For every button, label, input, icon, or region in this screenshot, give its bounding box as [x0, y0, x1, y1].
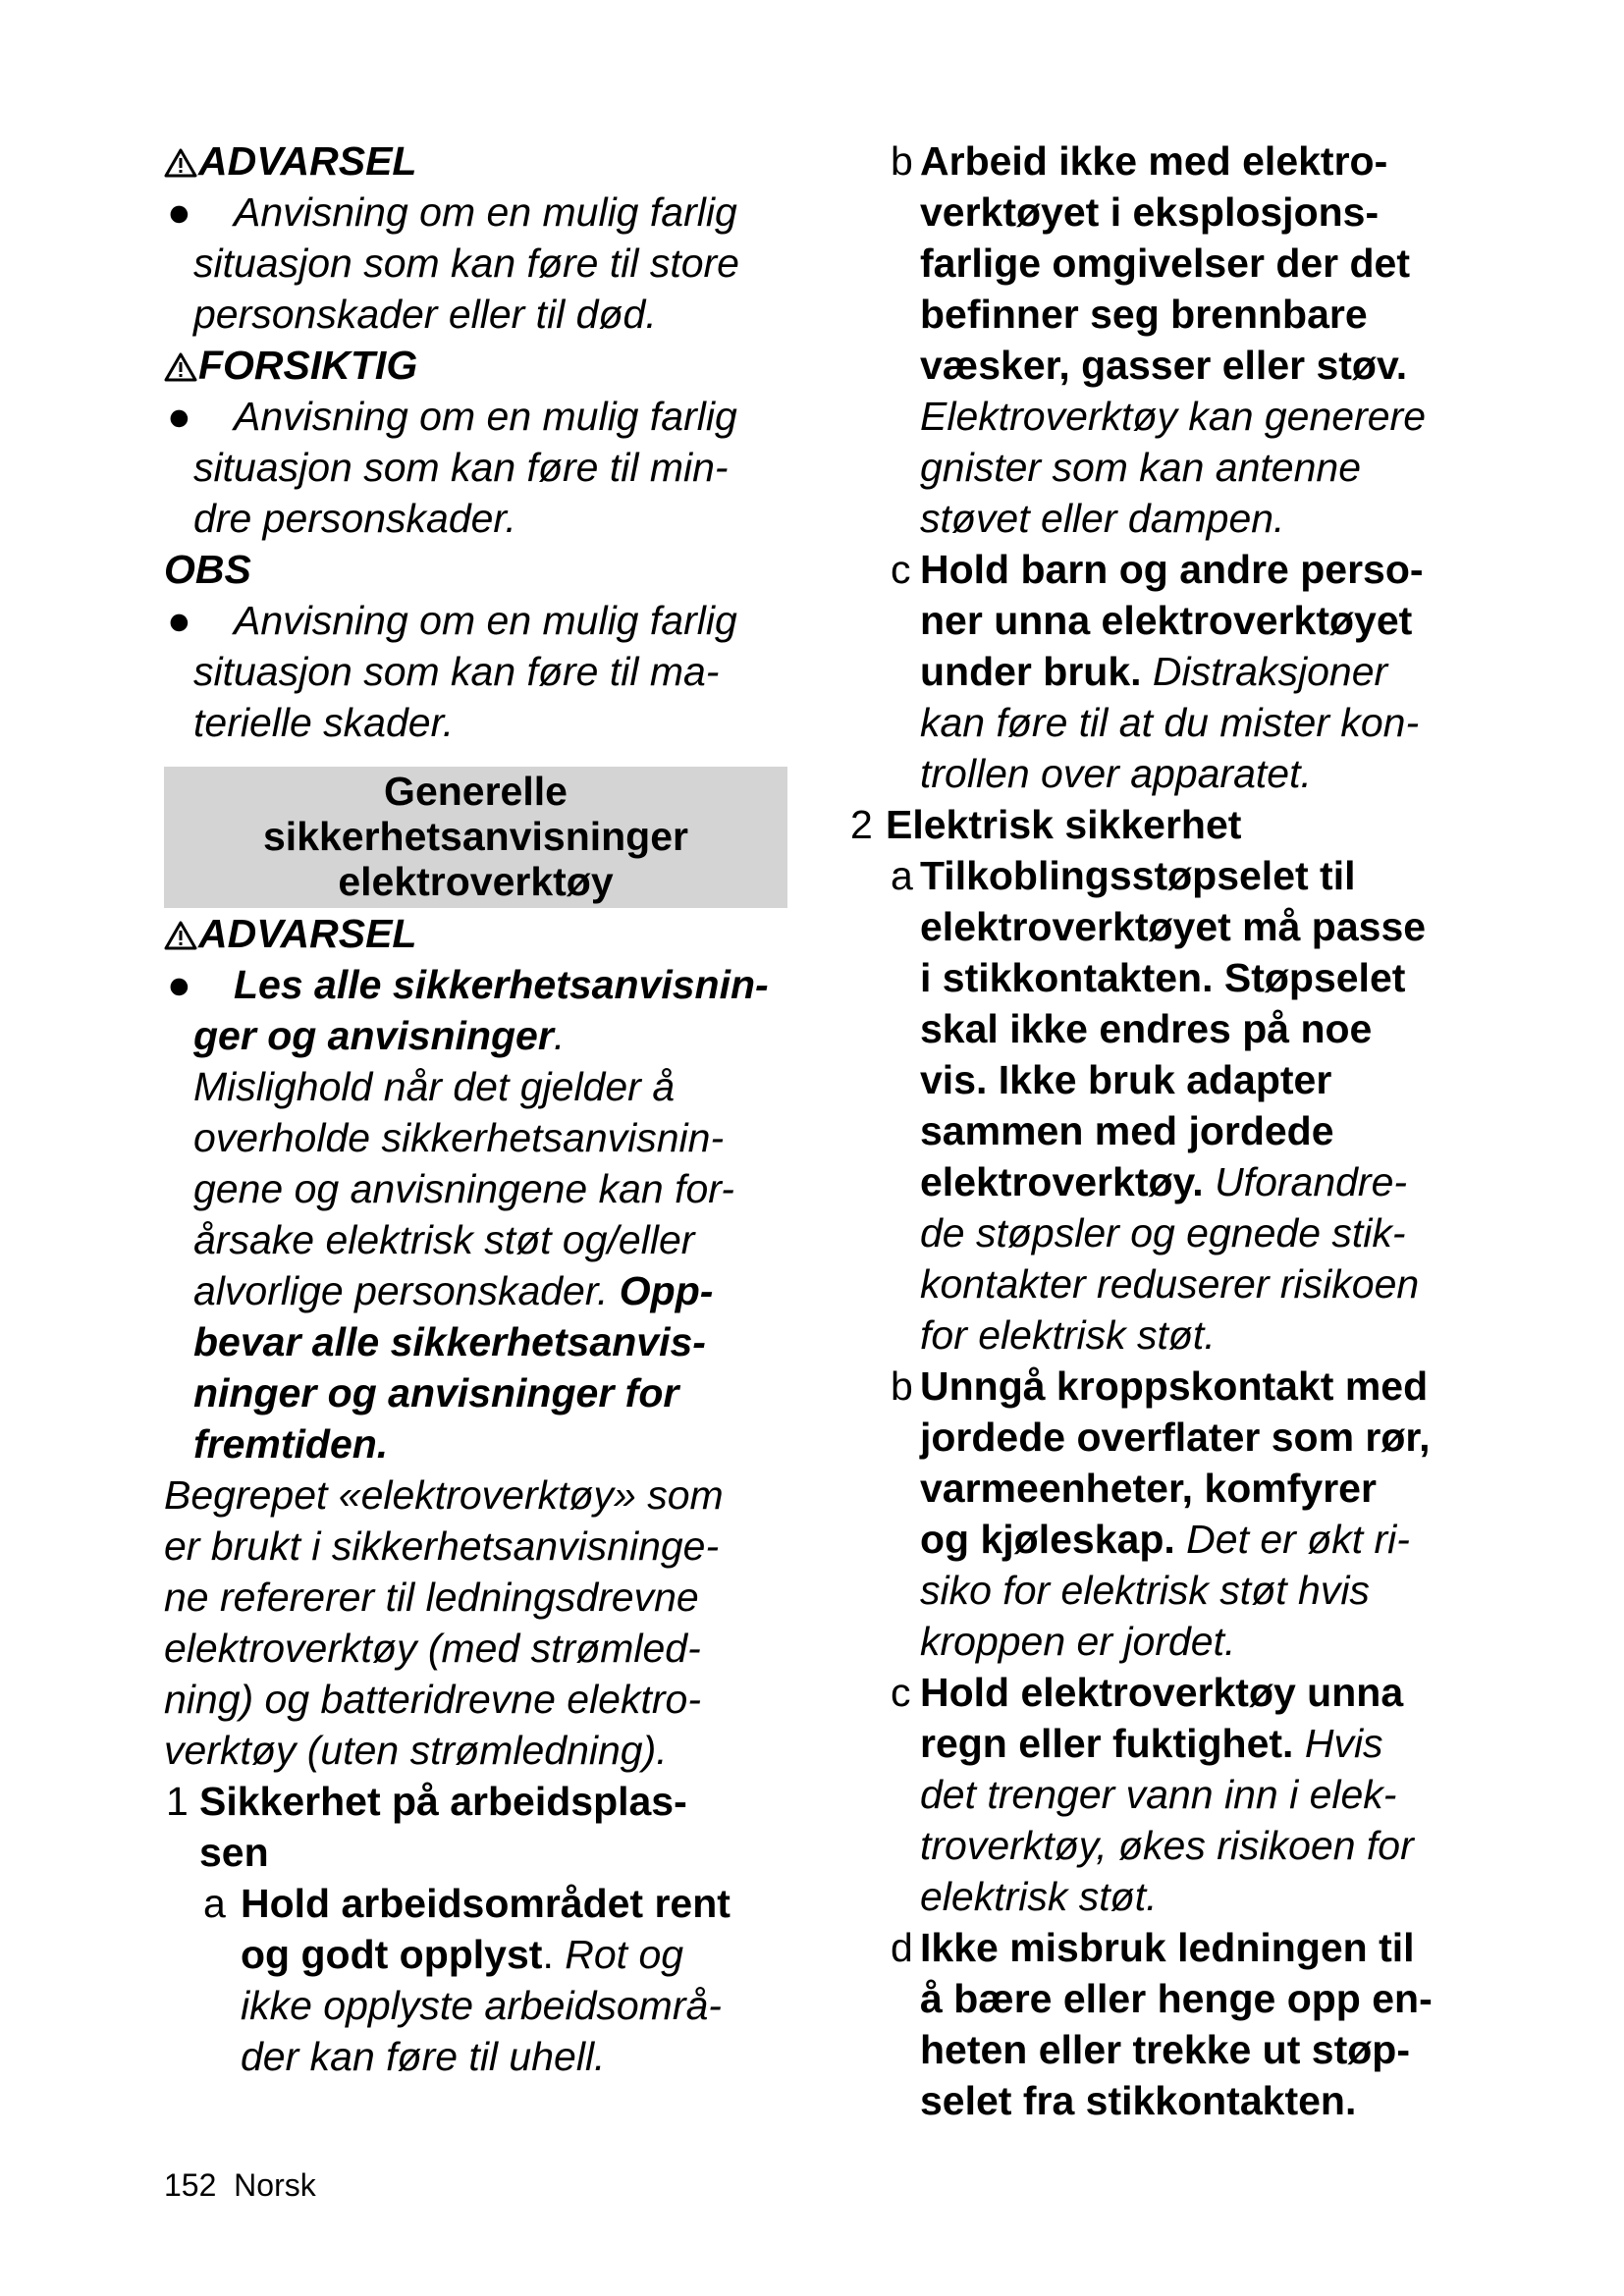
list-item-line: under bruk. Distraksjoner [920, 649, 1388, 694]
warning-notice [164, 135, 792, 340]
notice-text-line: årsake elektrisk støt og/eller [193, 1217, 695, 1262]
definition-paragraph [164, 1469, 792, 1776]
list-item: b Unngå kroppskontakt med [891, 1363, 1429, 1409]
notice-text: ● Anvisning om en mulig farlig [164, 391, 792, 442]
paragraph-line: Begrepet «elektroverktøy» som [164, 1472, 724, 1518]
footer-language: Norsk [234, 2167, 316, 2203]
bullet: ● [167, 598, 191, 643]
notice-text-line: situasjon som kan føre til store [193, 240, 739, 286]
notice-text: ● Anvisning om en mulig farlig [164, 595, 792, 646]
list-item-explosive [837, 135, 1485, 544]
notice-text-line: overholde sikkerhetsanvisnin- [193, 1115, 725, 1160]
bullet: ● [167, 394, 191, 439]
list-item-line: elektroverktøy. Uforandre- [920, 1159, 1408, 1204]
section-heading-line: elektroverktøy [338, 859, 614, 904]
list-item: a Tilkoblingsstøpselet til [891, 853, 1356, 898]
section-electrical-safety [837, 799, 1485, 2126]
list-item: a Hold arbeidsområdet rent [203, 1881, 731, 1926]
notice-text-line: situasjon som kan føre til ma- [193, 649, 720, 694]
page-number: 152 [164, 2167, 217, 2203]
list-item: b Arbeid ikke med elektro- [891, 138, 1388, 184]
section-workplace-safety [164, 1776, 792, 2082]
warning-triangle-icon [164, 920, 197, 951]
list-item-line: kontakter reduserer risikoen [920, 1261, 1420, 1307]
list-item-line: de støpsler og egnede stik- [920, 1210, 1406, 1255]
list-item-line: heten eller trekke ut støp- [920, 2027, 1410, 2072]
paragraph-line: ne refererer til ledningsdrevne [164, 1575, 699, 1620]
notice-text-line: ninger og anvisninger for [193, 1370, 679, 1415]
list-item-line: Elektroverktøy kan generere [920, 394, 1427, 439]
notice-text-line: terielle skader. [193, 700, 455, 745]
list-item-line: å bære eller henge opp en- [920, 1976, 1433, 2021]
list-item-line: skal ikke endres på noe [920, 1006, 1373, 1051]
list-item: c Hold barn og andre perso- [891, 547, 1424, 592]
page-footer [164, 2165, 316, 2205]
list-item-line: siko for elektrisk støt hvis [920, 1568, 1370, 1613]
list-item-line: farlige omgivelser der det [920, 240, 1411, 286]
section-title: 1 Sikkerhet på arbeidsplas- [166, 1779, 687, 1824]
paragraph-line: verktøy (uten strømledning). [164, 1728, 668, 1773]
notice-text-line: ger og anvisninger. [193, 1013, 566, 1058]
paragraph-line: er brukt i sikkerhetsanvisninge- [164, 1523, 720, 1569]
list-item-line: der kan føre til uhell. [241, 2034, 606, 2079]
notice-heading: FORSIKTIG [164, 340, 792, 391]
section-heading-box [164, 767, 787, 908]
notice-text-line: bevar alle sikkerhetsanvis- [193, 1319, 706, 1364]
bullet: ● [167, 962, 191, 1007]
paragraph-line: ning) og batteridrevne elektro- [164, 1677, 701, 1722]
section-title-line: sen [199, 1830, 269, 1875]
notice-text-line: gene og anvisningene kan for- [193, 1166, 734, 1211]
warning-triangle-icon [164, 351, 197, 383]
left-column [164, 135, 792, 2082]
notice-text-line: situasjon som kan føre til min- [193, 445, 729, 490]
section-heading-line: Generelle [384, 769, 568, 814]
section-heading-line: sikkerhetsanvisninger [263, 814, 688, 859]
list-item-line: væsker, gasser eller støv. [920, 343, 1408, 388]
list-item-line: ner unna elektroverktøyet [920, 598, 1413, 643]
right-column [837, 135, 1485, 2126]
list-item-line: troverktøy, økes risikoen for [920, 1823, 1414, 1868]
notice-heading: ADVARSEL [164, 908, 792, 959]
notice-text-line: Mislighold når det gjelder å [193, 1064, 675, 1109]
list-item-line: støvet eller dampen. [920, 496, 1285, 541]
warning-triangle-icon [164, 147, 197, 179]
list-item-line: verktøyet i eksplosjons- [920, 189, 1380, 235]
list-item-line: varmeenheter, komfyrer [920, 1466, 1377, 1511]
list-item-line: i stikkontakten. Støpselet [920, 955, 1406, 1000]
list-item-line: det trenger vann inn i elek- [920, 1772, 1397, 1817]
paragraph-line: elektroverktøy (med strømled- [164, 1626, 701, 1671]
notice-text-line: dre personskader. [193, 496, 516, 541]
list-item-line: kroppen er jordet. [920, 1619, 1236, 1664]
list-item: d Ikke misbruk ledningen til [891, 1925, 1415, 1970]
notice-heading: ADVARSEL [164, 135, 792, 187]
list-item-line: gnister som kan antenne [920, 445, 1361, 490]
list-item-line: elektroverktøyet må passe [920, 904, 1427, 949]
bullet: ● [167, 189, 191, 235]
list-item-line: trollen over apparatet. [920, 751, 1312, 796]
notice-text-line: alvorlige personskader. Opp- [193, 1268, 714, 1313]
list-item-line: sammen med jordede [920, 1108, 1334, 1153]
list-item-line: og kjøleskap. Det er økt ri- [920, 1517, 1410, 1562]
list-item: c Hold elektroverktøy unna [891, 1670, 1404, 1715]
notice-text-line: fremtiden. [193, 1421, 389, 1467]
notice-text-line: personskader eller til død. [193, 292, 657, 337]
list-item-line: vis. Ikke bruk adapter [920, 1057, 1332, 1102]
list-item-line: elektrisk støt. [920, 1874, 1158, 1919]
list-item-line: kan føre til at du mister kon- [920, 700, 1420, 745]
notice-heading: OBS [164, 547, 251, 592]
notice-text: ● Anvisning om en mulig farlig [164, 187, 792, 238]
caution-notice [164, 340, 792, 544]
list-item-line: ikke opplyste arbeidsområ- [241, 1983, 722, 2028]
obs-notice [164, 544, 792, 748]
general-warning [164, 908, 792, 1469]
list-item-line: regn eller fuktighet. Hvis [920, 1721, 1383, 1766]
notice-text: ● Les alle sikkerhetsanvisnin- [164, 959, 792, 1010]
list-item-children [837, 544, 1485, 799]
list-item-line: for elektrisk støt. [920, 1312, 1216, 1358]
list-item-line: jordede overflater som rør, [920, 1415, 1431, 1460]
section-title: 2 Elektrisk sikkerhet [850, 802, 1242, 847]
list-item-line: selet fra stikkontakten. [920, 2078, 1357, 2123]
list-item-line: og godt opplyst. Rot og [241, 1932, 684, 1977]
list-item-line: befinner seg brennbare [920, 292, 1368, 337]
